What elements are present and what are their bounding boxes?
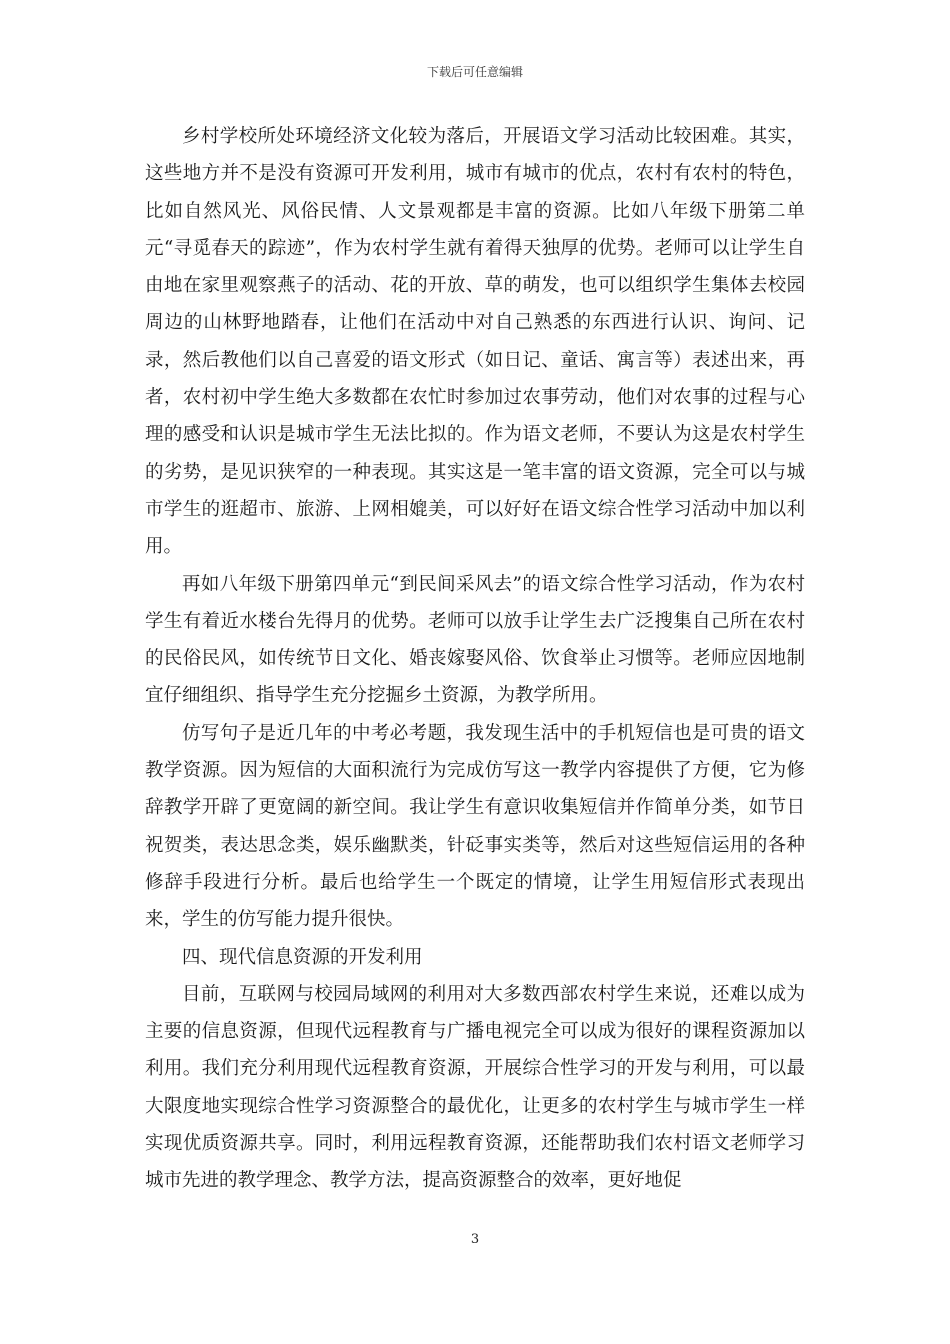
paragraph-distance-education: 目前，互联网与校园局域网的利用对大多数西部农村学生来说，还难以成为主要的信息资源，但现代远程教育与广播电视完全可以成为很好的课程资源加以利用。我们充分利用现代远程教育资源，开展综合性学习的开发与利用，可以最大限度地实现综合性学习资源整合的最优化，让更多的农村学生与城市学生一样实现优质资源共享。同时，利用远程教育资源，还能帮助我们农村语文老师学习城市先进的教学理念、教学方法，提高资源整合的效率，更好地促	[145, 983, 805, 1192]
page-number: 3	[470, 1232, 480, 1247]
document-body	[145, 118, 805, 1200]
section-heading-modern-info: 四、现代信息资源的开发利用	[182, 946, 423, 968]
page-header: 下载后可任意编辑	[426, 65, 523, 79]
paragraph-folk-customs: 再如八年级下册第四单元“到民间采风去”的语文综合性学习活动，作为农村学生有着近水楼台先得月的优势。老师可以放手让学生去广泛搜集自己所在农村的民俗民风，如传统节日文化、婚丧嫁娶风俗、饮食举止习惯等。老师应因地制宜仔细组织、指导学生充分挖掘乡土资源，为教学所用。	[145, 573, 805, 707]
paragraph-text-messages: 仿写句子是近几年的中考必考题，我发现生活中的手机短信也是可贵的语文教学资源。因为短信的大面积流行为完成仿写这一教学内容提供了方便，它为修辞教学开辟了更宽阔的新空间。我让学生有意识收集短信并作简单分类，如节日祝贺类，表达思念类，娱乐幽默类，针砭事实类等，然后对这些短信运用的各种修辞手段进行分析。最后也给学生一个既定的情境，让学生用短信形式表现出来，学生的仿写能力提升很快。	[145, 722, 805, 931]
paragraph-rural-resources: 乡村学校所处环境经济文化较为落后，开展语文学习活动比较困难。其实，这些地方并不是没有资源可开发利用，城市有城市的优点，农村有农村的特色，比如自然风光、风俗民情、人文景观都是丰富的资源。比如八年级下册第二单元“寻觅春天的踪迹”，作为农村学生就有着得天独厚的优势。老师可以让学生自由地在家里观察燕子的活动、花的开放、草的萌发，也可以组织学生集体去校园周边的山林野地踏春，让他们在活动中对自己熟悉的东西进行认识、询问、记录，然后教他们以自己喜爱的语文形式（如日记、童话、寓言等）表述出来，再者，农村初中学生绝大多数都在农忙时参加过农事劳动，他们对农事的过程与心理的感受和认识是城市学生无法比拟的。作为语文老师，不要认为这是农村学生的劣势，是见识狭窄的一种表现。其实这是一笔丰富的语文资源，完全可以与城市学生的逛超市、旅游、上网相媲美，可以好好在语文综合性学习活动中加以利用。	[145, 126, 805, 558]
